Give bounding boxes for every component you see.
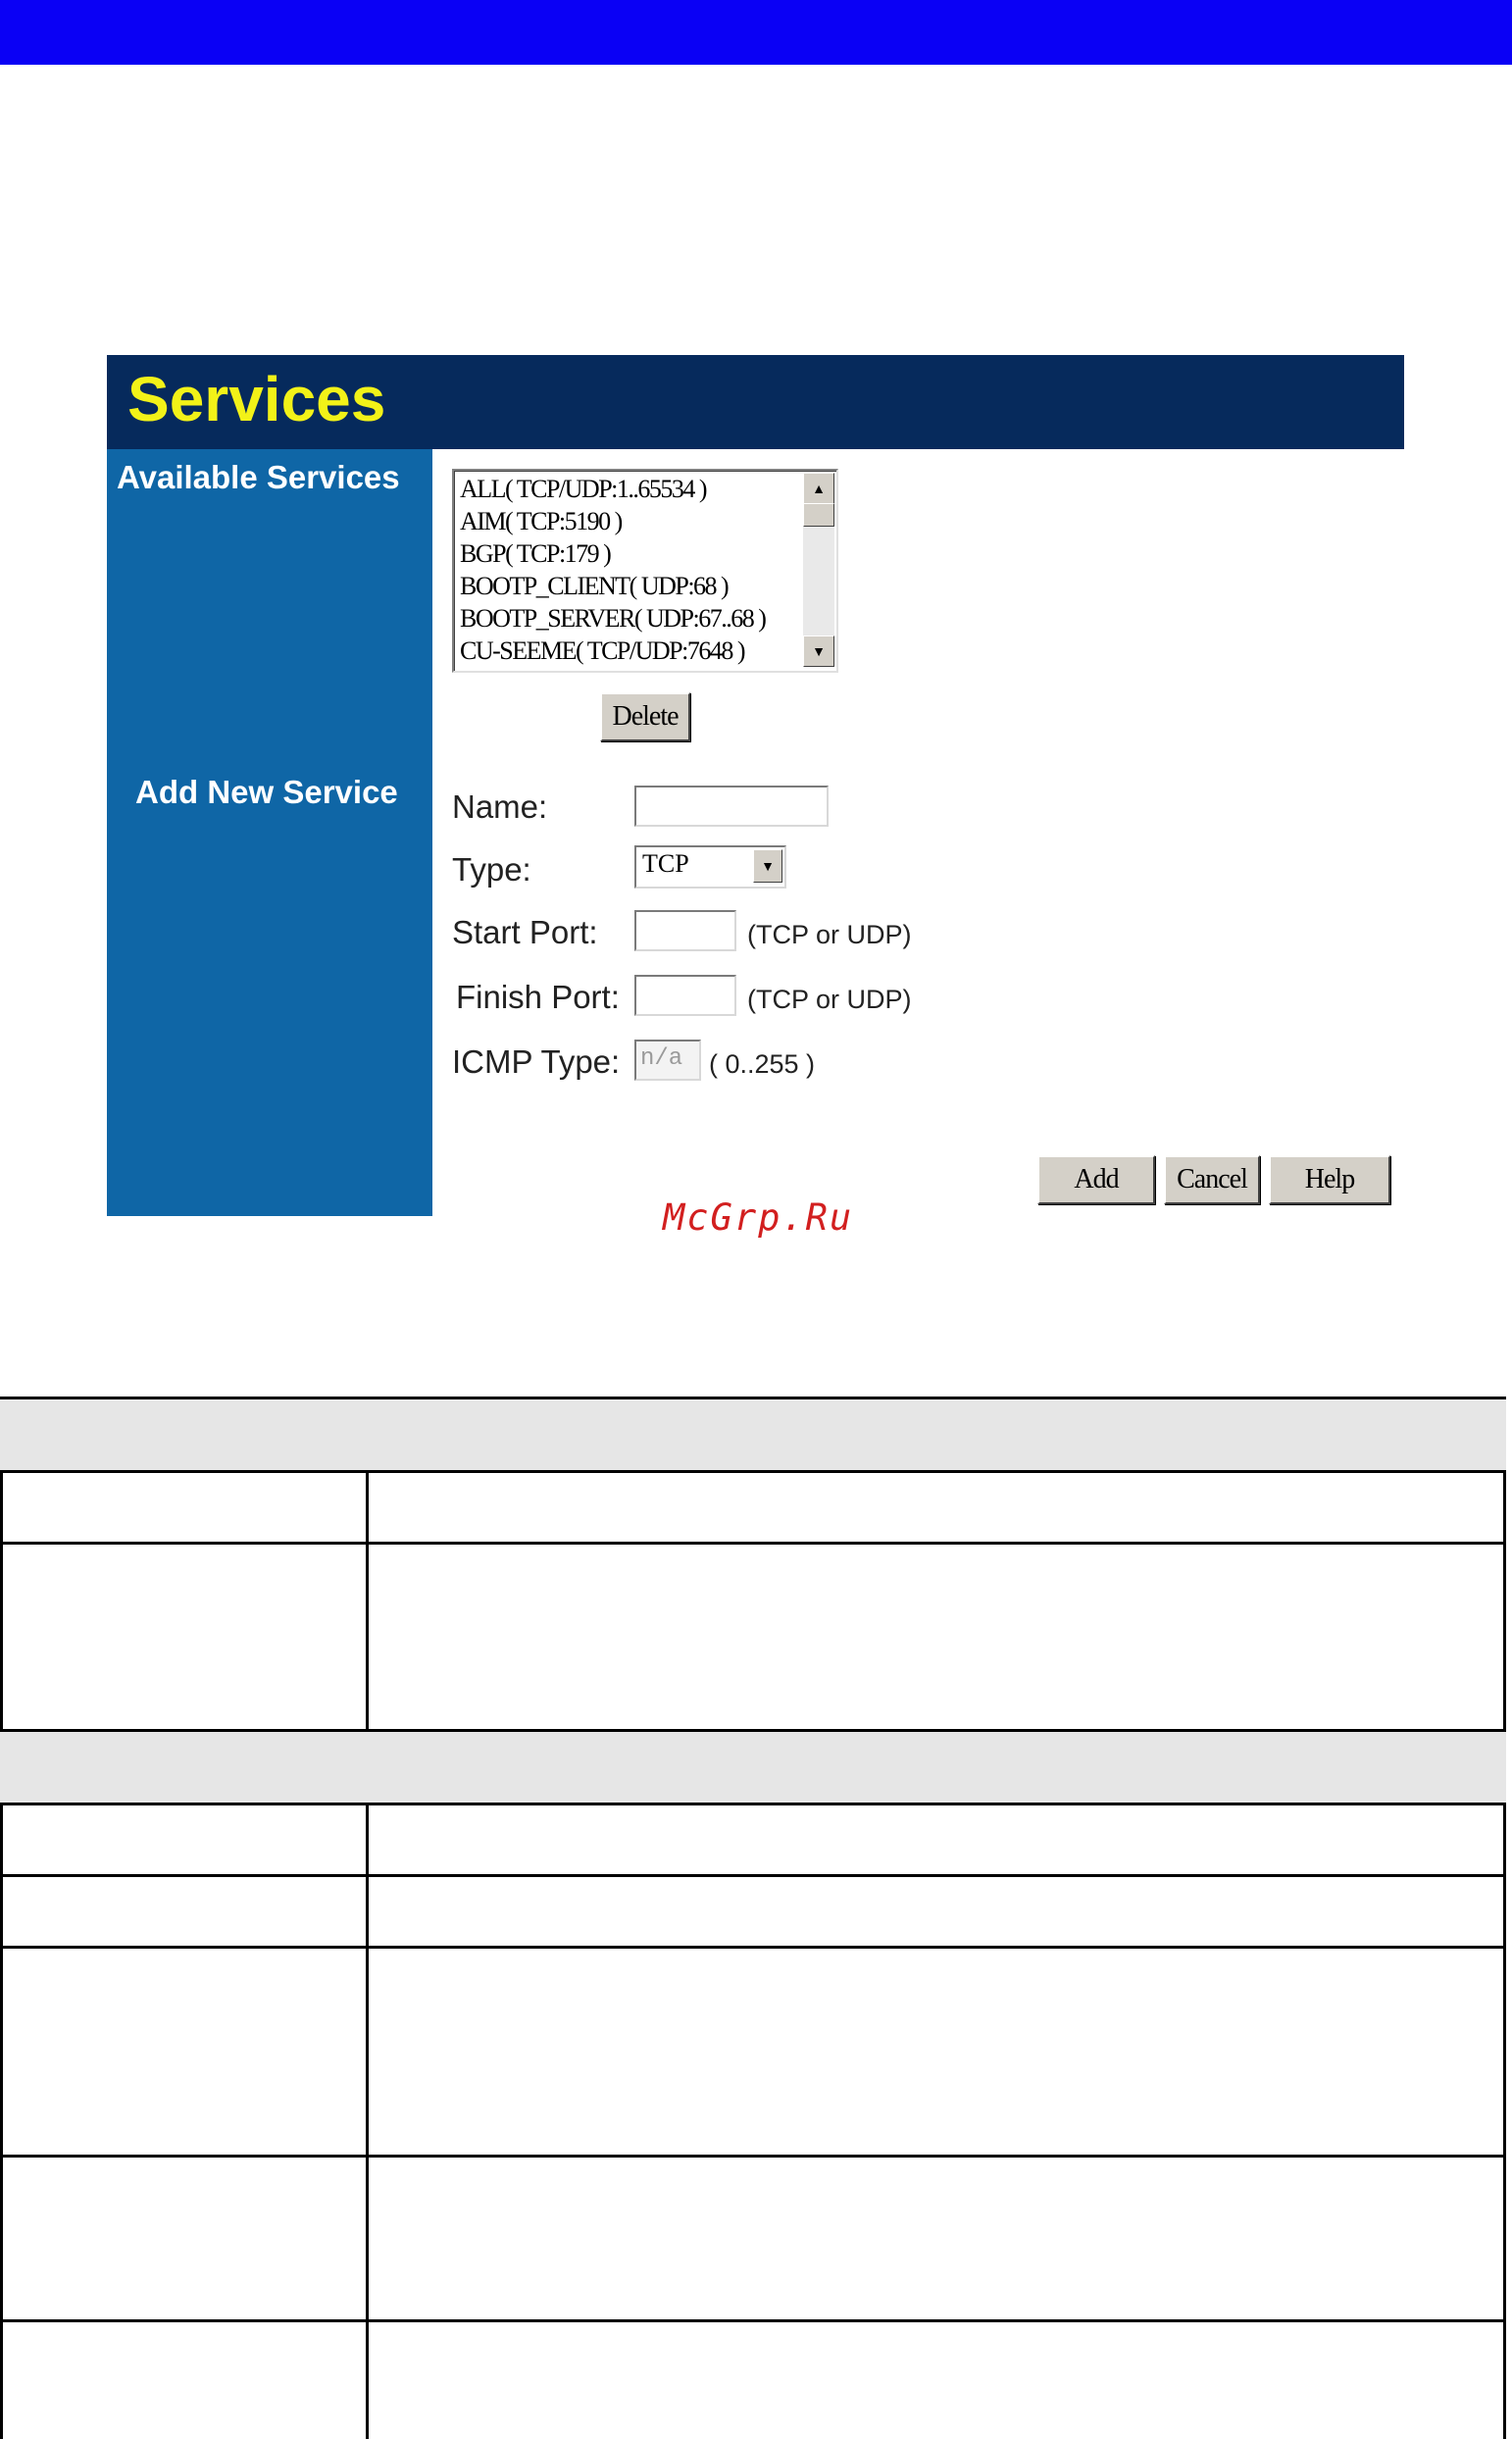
table-row [0,1803,1506,1874]
type-select-value: TCP [642,849,689,878]
icmp-type-value: n/a [640,1045,683,1072]
table-cell-label [0,1877,369,1946]
help-button[interactable]: Help [1269,1155,1390,1204]
list-item[interactable]: BOOTP_SERVER( UDP:67..68 ) [460,604,766,633]
services-panel [107,355,1404,1216]
finish-port-label: Finish Port: [456,979,620,1015]
list-item[interactable]: AIM( TCP:5190 ) [460,507,622,535]
listbox-scrollbar[interactable] [803,473,834,667]
list-item[interactable]: BGP( TCP:179 ) [460,539,611,568]
table-row [0,2155,1506,2319]
table-cell-desc [369,1545,1506,1729]
watermark-logo: McGrp.Ru [663,1196,854,1239]
finish-port-input[interactable] [634,975,736,1016]
table-row [0,1874,1506,1946]
table-row [0,1946,1506,2155]
available-services-listbox[interactable] [452,469,838,673]
table-cell-label [0,1545,369,1729]
add-new-service-label: Add New Service [135,774,398,810]
table-row [0,1470,1506,1542]
icmp-type-hint: ( 0..255 ) [709,1049,816,1079]
start-port-label: Start Port: [452,914,598,950]
scroll-down-icon[interactable]: ▼ [803,635,834,667]
scroll-up-icon[interactable]: ▲ [803,473,834,504]
description-table [0,1397,1506,2439]
table-cell-label [0,1949,369,2155]
table-cell-desc [369,1473,1506,1542]
start-port-hint: (TCP or UDP) [747,920,912,949]
top-header-bar [0,0,1512,65]
table-section-header [0,1397,1506,1470]
table-cell-desc [369,1949,1506,2155]
add-button[interactable]: Add [1037,1155,1155,1204]
finish-port-hint: (TCP or UDP) [747,985,912,1014]
table-cell-desc [369,2322,1506,2439]
start-port-input[interactable] [634,910,736,951]
form-column [432,449,1404,1216]
table-cell-label [0,2322,369,2439]
available-services-label: Available Services [117,459,400,495]
section-cell [0,1732,1506,1803]
cancel-button[interactable]: Cancel [1164,1155,1260,1204]
table-section-header [0,1729,1506,1803]
table-cell-desc [369,1877,1506,1946]
name-label: Name: [452,788,548,825]
table-cell-desc [369,2158,1506,2319]
table-row [0,2319,1506,2439]
table-row [0,1542,1506,1729]
page-title: Services [127,364,386,434]
table-cell-label [0,1473,369,1542]
services-title-bar [107,355,1404,449]
table-cell-label [0,1805,369,1874]
delete-button[interactable]: Delete [600,692,690,741]
type-select[interactable] [634,845,786,889]
name-input[interactable] [634,786,829,827]
list-item[interactable]: BOOTP_CLIENT( UDP:68 ) [460,572,729,600]
icmp-type-label: ICMP Type: [452,1043,621,1080]
section-cell [0,1399,1506,1470]
type-label: Type: [452,851,531,888]
services-list [460,473,803,667]
table-cell-label [0,2158,369,2319]
label-column [107,449,432,1216]
icmp-type-input[interactable] [634,1040,701,1081]
chevron-down-icon[interactable]: ▼ [753,849,782,883]
list-item[interactable]: ALL( TCP/UDP:1..65534 ) [460,475,707,503]
list-item[interactable]: CU-SEEME( TCP/UDP:7648 ) [460,636,744,665]
scroll-thumb[interactable] [803,503,834,527]
table-cell-desc [369,1805,1506,1874]
